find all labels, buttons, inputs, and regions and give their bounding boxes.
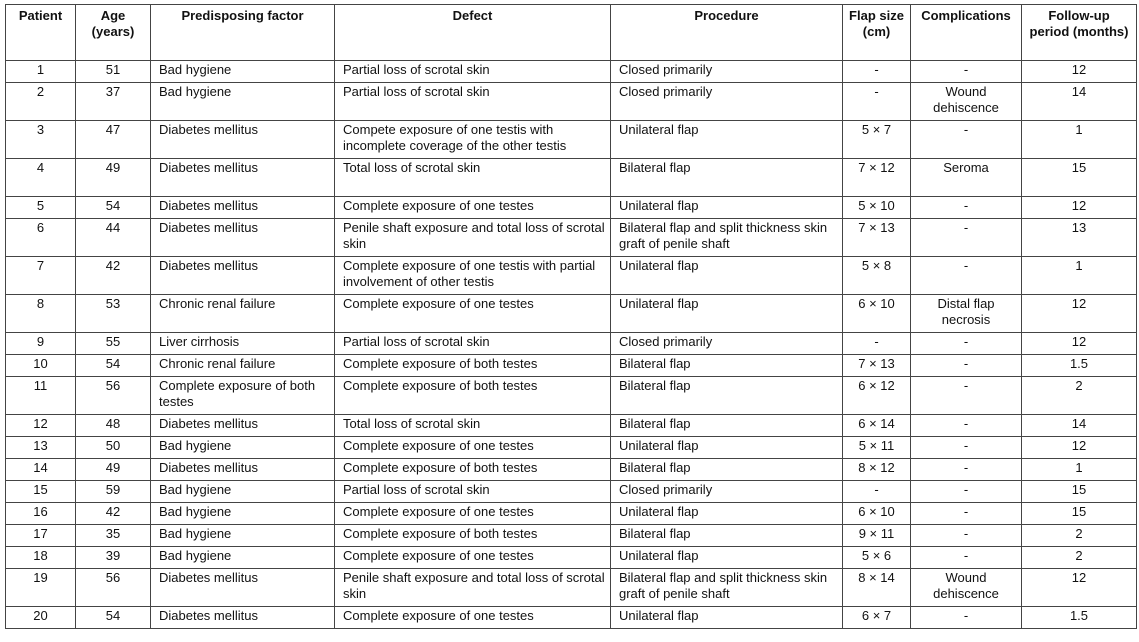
cell-follow-up: 13 bbox=[1022, 219, 1137, 257]
cell-procedure: Bilateral flap and split thickness skin graft of penile shaft bbox=[611, 219, 843, 257]
cell-flap-size: 8 × 14 bbox=[843, 569, 911, 607]
cell-flap-size: 5 × 7 bbox=[843, 121, 911, 159]
cell-patient: 14 bbox=[6, 459, 76, 481]
cell-defect: Complete exposure of one testes bbox=[335, 197, 611, 219]
cell-flap-size: - bbox=[843, 61, 911, 83]
cell-predisposing-factor: Bad hygiene bbox=[151, 503, 335, 525]
cell-patient: 2 bbox=[6, 83, 76, 121]
cell-flap-size: 9 × 11 bbox=[843, 525, 911, 547]
cell-age: 42 bbox=[76, 503, 151, 525]
cell-age: 54 bbox=[76, 197, 151, 219]
cell-age: 51 bbox=[76, 61, 151, 83]
table-row bbox=[6, 121, 1137, 159]
cell-age: 56 bbox=[76, 569, 151, 607]
cell-procedure: Bilateral flap bbox=[611, 159, 843, 197]
cell-predisposing-factor: Bad hygiene bbox=[151, 481, 335, 503]
table-row bbox=[6, 569, 1137, 607]
cell-follow-up: 12 bbox=[1022, 333, 1137, 355]
cell-defect: Partial loss of scrotal skin bbox=[335, 83, 611, 121]
table-row bbox=[6, 459, 1137, 481]
cell-complications: Wound dehiscence bbox=[911, 83, 1022, 121]
cell-patient: 20 bbox=[6, 607, 76, 629]
cell-age: 59 bbox=[76, 481, 151, 503]
cell-follow-up: 12 bbox=[1022, 197, 1137, 219]
cell-flap-size: - bbox=[843, 481, 911, 503]
header-defect: Defect bbox=[335, 5, 611, 61]
cell-flap-size: - bbox=[843, 83, 911, 121]
cell-procedure: Unilateral flap bbox=[611, 295, 843, 333]
cell-defect: Complete exposure of both testes bbox=[335, 459, 611, 481]
cell-procedure: Bilateral flap bbox=[611, 415, 843, 437]
patient-data-table bbox=[5, 4, 1137, 629]
cell-procedure: Unilateral flap bbox=[611, 547, 843, 569]
cell-flap-size: 6 × 14 bbox=[843, 415, 911, 437]
cell-predisposing-factor: Diabetes mellitus bbox=[151, 415, 335, 437]
cell-defect: Complete exposure of both testes bbox=[335, 377, 611, 415]
cell-follow-up: 1 bbox=[1022, 459, 1137, 481]
table-row bbox=[6, 607, 1137, 629]
cell-predisposing-factor: Bad hygiene bbox=[151, 525, 335, 547]
cell-defect: Penile shaft exposure and total loss of scrotal skin bbox=[335, 219, 611, 257]
header-predisposing-factor: Predisposing factor bbox=[151, 5, 335, 61]
cell-procedure: Closed primarily bbox=[611, 61, 843, 83]
cell-defect: Complete exposure of both testes bbox=[335, 525, 611, 547]
header-row bbox=[6, 5, 1137, 61]
table-row bbox=[6, 197, 1137, 219]
cell-age: 44 bbox=[76, 219, 151, 257]
cell-follow-up: 1.5 bbox=[1022, 355, 1137, 377]
cell-procedure: Closed primarily bbox=[611, 333, 843, 355]
cell-follow-up: 14 bbox=[1022, 415, 1137, 437]
cell-defect: Complete exposure of one testis with partial involvement of other testis bbox=[335, 257, 611, 295]
cell-age: 53 bbox=[76, 295, 151, 333]
table-row bbox=[6, 481, 1137, 503]
cell-follow-up: 1.5 bbox=[1022, 607, 1137, 629]
cell-procedure: Unilateral flap bbox=[611, 437, 843, 459]
cell-patient: 4 bbox=[6, 159, 76, 197]
cell-predisposing-factor: Diabetes mellitus bbox=[151, 121, 335, 159]
cell-flap-size: 7 × 13 bbox=[843, 219, 911, 257]
header-procedure: Procedure bbox=[611, 5, 843, 61]
cell-complications: Distal flap necrosis bbox=[911, 295, 1022, 333]
cell-follow-up: 2 bbox=[1022, 547, 1137, 569]
cell-procedure: Bilateral flap bbox=[611, 525, 843, 547]
cell-patient: 10 bbox=[6, 355, 76, 377]
cell-patient: 5 bbox=[6, 197, 76, 219]
cell-follow-up: 2 bbox=[1022, 525, 1137, 547]
table-row bbox=[6, 83, 1137, 121]
cell-patient: 6 bbox=[6, 219, 76, 257]
cell-flap-size: 6 × 10 bbox=[843, 503, 911, 525]
cell-follow-up: 1 bbox=[1022, 257, 1137, 295]
cell-flap-size: 5 × 11 bbox=[843, 437, 911, 459]
cell-complications: - bbox=[911, 219, 1022, 257]
cell-age: 56 bbox=[76, 377, 151, 415]
table-row bbox=[6, 257, 1137, 295]
cell-flap-size: 6 × 7 bbox=[843, 607, 911, 629]
table-row bbox=[6, 547, 1137, 569]
header-patient: Patient bbox=[6, 5, 76, 61]
cell-procedure: Unilateral flap bbox=[611, 197, 843, 219]
cell-procedure: Bilateral flap and split thickness skin graft of penile shaft bbox=[611, 569, 843, 607]
cell-defect: Complete exposure of one testes bbox=[335, 295, 611, 333]
cell-age: 42 bbox=[76, 257, 151, 295]
cell-follow-up: 12 bbox=[1022, 437, 1137, 459]
cell-predisposing-factor: Diabetes mellitus bbox=[151, 459, 335, 481]
cell-complications: - bbox=[911, 121, 1022, 159]
cell-procedure: Closed primarily bbox=[611, 83, 843, 121]
cell-follow-up: 12 bbox=[1022, 569, 1137, 607]
cell-patient: 15 bbox=[6, 481, 76, 503]
cell-follow-up: 1 bbox=[1022, 121, 1137, 159]
cell-predisposing-factor: Diabetes mellitus bbox=[151, 569, 335, 607]
cell-age: 47 bbox=[76, 121, 151, 159]
cell-procedure: Closed primarily bbox=[611, 481, 843, 503]
cell-predisposing-factor: Bad hygiene bbox=[151, 61, 335, 83]
cell-patient: 16 bbox=[6, 503, 76, 525]
cell-complications: - bbox=[911, 503, 1022, 525]
cell-defect: Compete exposure of one testis with incomplete coverage of the other testis bbox=[335, 121, 611, 159]
cell-age: 37 bbox=[76, 83, 151, 121]
cell-procedure: Bilateral flap bbox=[611, 377, 843, 415]
cell-follow-up: 14 bbox=[1022, 83, 1137, 121]
cell-complications: - bbox=[911, 547, 1022, 569]
cell-age: 54 bbox=[76, 607, 151, 629]
cell-age: 54 bbox=[76, 355, 151, 377]
cell-predisposing-factor: Bad hygiene bbox=[151, 437, 335, 459]
cell-complications: - bbox=[911, 355, 1022, 377]
cell-complications: - bbox=[911, 377, 1022, 415]
cell-predisposing-factor: Bad hygiene bbox=[151, 83, 335, 121]
cell-patient: 19 bbox=[6, 569, 76, 607]
cell-procedure: Unilateral flap bbox=[611, 257, 843, 295]
cell-follow-up: 15 bbox=[1022, 481, 1137, 503]
cell-patient: 17 bbox=[6, 525, 76, 547]
cell-complications: - bbox=[911, 415, 1022, 437]
cell-patient: 7 bbox=[6, 257, 76, 295]
table-row bbox=[6, 61, 1137, 83]
cell-complications: - bbox=[911, 61, 1022, 83]
cell-defect: Total loss of scrotal skin bbox=[335, 415, 611, 437]
cell-predisposing-factor: Diabetes mellitus bbox=[151, 197, 335, 219]
cell-age: 48 bbox=[76, 415, 151, 437]
table-row bbox=[6, 525, 1137, 547]
cell-predisposing-factor: Chronic renal failure bbox=[151, 295, 335, 333]
cell-flap-size: 8 × 12 bbox=[843, 459, 911, 481]
table-row bbox=[6, 355, 1137, 377]
cell-procedure: Unilateral flap bbox=[611, 121, 843, 159]
header-flap-size: Flap size (cm) bbox=[843, 5, 911, 61]
cell-age: 55 bbox=[76, 333, 151, 355]
cell-procedure: Unilateral flap bbox=[611, 503, 843, 525]
cell-follow-up: 12 bbox=[1022, 61, 1137, 83]
table-row bbox=[6, 377, 1137, 415]
cell-predisposing-factor: Diabetes mellitus bbox=[151, 159, 335, 197]
table-row bbox=[6, 333, 1137, 355]
header-follow-up: Follow-up period (months) bbox=[1022, 5, 1137, 61]
cell-predisposing-factor: Liver cirrhosis bbox=[151, 333, 335, 355]
cell-age: 49 bbox=[76, 159, 151, 197]
cell-defect: Complete exposure of both testes bbox=[335, 355, 611, 377]
cell-predisposing-factor: Chronic renal failure bbox=[151, 355, 335, 377]
cell-procedure: Unilateral flap bbox=[611, 607, 843, 629]
cell-flap-size: 6 × 12 bbox=[843, 377, 911, 415]
cell-predisposing-factor: Bad hygiene bbox=[151, 547, 335, 569]
cell-follow-up: 15 bbox=[1022, 503, 1137, 525]
cell-patient: 13 bbox=[6, 437, 76, 459]
cell-procedure: Bilateral flap bbox=[611, 355, 843, 377]
cell-flap-size: - bbox=[843, 333, 911, 355]
cell-complications: - bbox=[911, 607, 1022, 629]
table-row bbox=[6, 415, 1137, 437]
cell-defect: Partial loss of scrotal skin bbox=[335, 333, 611, 355]
cell-predisposing-factor: Diabetes mellitus bbox=[151, 257, 335, 295]
cell-follow-up: 15 bbox=[1022, 159, 1137, 197]
cell-patient: 3 bbox=[6, 121, 76, 159]
cell-predisposing-factor: Diabetes mellitus bbox=[151, 219, 335, 257]
cell-complications: - bbox=[911, 197, 1022, 219]
table-row bbox=[6, 503, 1137, 525]
cell-complications: - bbox=[911, 333, 1022, 355]
cell-complications: - bbox=[911, 257, 1022, 295]
cell-complications: - bbox=[911, 437, 1022, 459]
table-body bbox=[6, 61, 1137, 629]
cell-age: 50 bbox=[76, 437, 151, 459]
table-row bbox=[6, 437, 1137, 459]
cell-age: 39 bbox=[76, 547, 151, 569]
cell-flap-size: 5 × 10 bbox=[843, 197, 911, 219]
cell-patient: 11 bbox=[6, 377, 76, 415]
cell-patient: 1 bbox=[6, 61, 76, 83]
cell-predisposing-factor: Complete exposure of both testes bbox=[151, 377, 335, 415]
table-row bbox=[6, 219, 1137, 257]
header-complications: Complications bbox=[911, 5, 1022, 61]
cell-follow-up: 12 bbox=[1022, 295, 1137, 333]
cell-defect: Complete exposure of one testes bbox=[335, 437, 611, 459]
cell-age: 35 bbox=[76, 525, 151, 547]
cell-flap-size: 6 × 10 bbox=[843, 295, 911, 333]
table-row bbox=[6, 159, 1137, 197]
cell-follow-up: 2 bbox=[1022, 377, 1137, 415]
cell-age: 49 bbox=[76, 459, 151, 481]
cell-defect: Complete exposure of one testes bbox=[335, 547, 611, 569]
cell-patient: 18 bbox=[6, 547, 76, 569]
cell-complications: Seroma bbox=[911, 159, 1022, 197]
cell-defect: Partial loss of scrotal skin bbox=[335, 481, 611, 503]
cell-patient: 8 bbox=[6, 295, 76, 333]
cell-patient: 12 bbox=[6, 415, 76, 437]
cell-flap-size: 7 × 12 bbox=[843, 159, 911, 197]
cell-complications: - bbox=[911, 459, 1022, 481]
cell-flap-size: 5 × 8 bbox=[843, 257, 911, 295]
header-age: Age (years) bbox=[76, 5, 151, 61]
cell-defect: Complete exposure of one testes bbox=[335, 607, 611, 629]
cell-flap-size: 7 × 13 bbox=[843, 355, 911, 377]
cell-defect: Complete exposure of one testes bbox=[335, 503, 611, 525]
cell-defect: Total loss of scrotal skin bbox=[335, 159, 611, 197]
cell-predisposing-factor: Diabetes mellitus bbox=[151, 607, 335, 629]
cell-flap-size: 5 × 6 bbox=[843, 547, 911, 569]
cell-defect: Partial loss of scrotal skin bbox=[335, 61, 611, 83]
cell-patient: 9 bbox=[6, 333, 76, 355]
cell-defect: Penile shaft exposure and total loss of scrotal skin bbox=[335, 569, 611, 607]
cell-complications: - bbox=[911, 525, 1022, 547]
cell-complications: - bbox=[911, 481, 1022, 503]
cell-procedure: Bilateral flap bbox=[611, 459, 843, 481]
cell-complications: Wound dehiscence bbox=[911, 569, 1022, 607]
table-row bbox=[6, 295, 1137, 333]
